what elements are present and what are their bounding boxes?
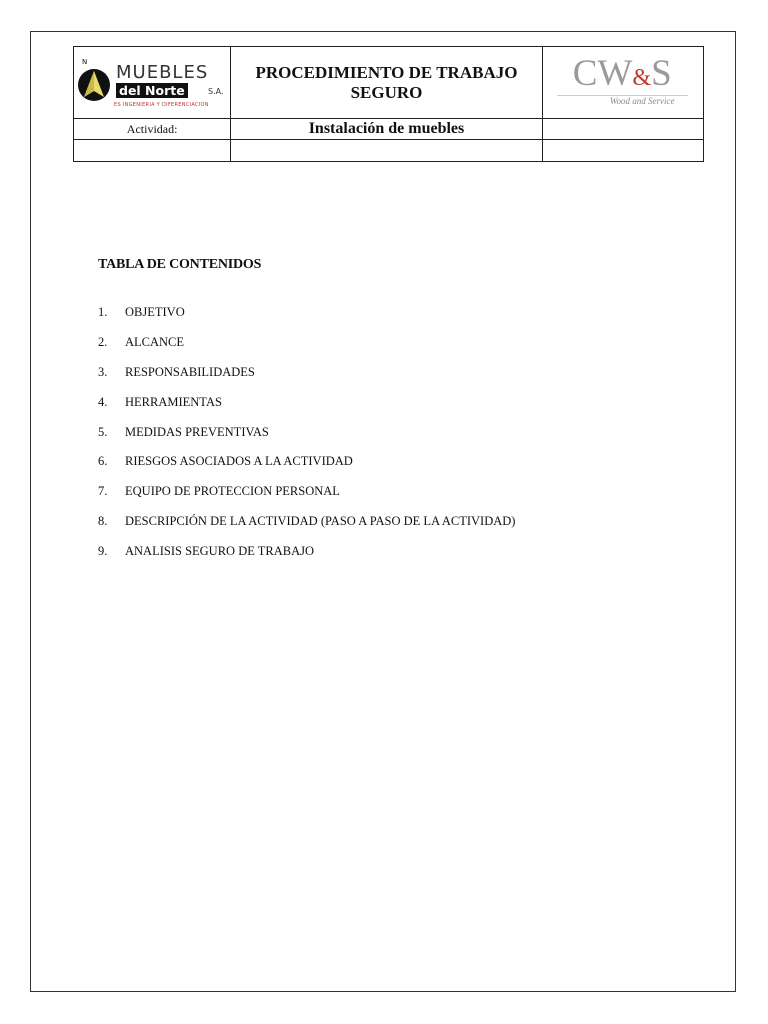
toc-item[interactable]	[98, 541, 515, 571]
toc-item[interactable]	[98, 302, 515, 332]
toc-item-label: ANALISIS SEGURO DE TRABAJO	[125, 544, 315, 559]
toc-item-number: 1.	[98, 305, 108, 319]
cws-brand-amp: &	[632, 64, 652, 91]
cws-subtitle: Wood and Service	[609, 95, 675, 106]
empty-cell	[231, 140, 542, 162]
table-of-contents	[98, 302, 515, 571]
toc-item-label: DESCRIPCIÓN DE LA ACTIVIDAD (PASO A PASO DE LA ACTIVIDAD)	[125, 514, 516, 529]
toc-item[interactable]	[98, 362, 515, 392]
toc-item-number: 8.	[98, 514, 108, 529]
toc-item[interactable]	[98, 451, 515, 481]
logo-tagline: ES INGENIERIA Y DIFERENCIACION	[114, 101, 209, 108]
logo-right-cell	[542, 47, 703, 119]
toc-item[interactable]	[98, 511, 515, 541]
document-title: PROCEDIMIENTO DE TRABAJO SEGURO	[231, 47, 542, 119]
toc-item-number: 5.	[98, 424, 108, 439]
logo-brand-top: MUEBLES	[116, 61, 209, 83]
document-header-table	[73, 46, 704, 162]
cws-brand	[543, 54, 702, 98]
toc-item-number: 9.	[98, 544, 108, 559]
toc-item[interactable]	[98, 422, 515, 452]
toc-item-label: RIESGOS ASOCIADOS A LA ACTIVIDAD	[125, 454, 353, 469]
toc-item-number: 3.	[98, 364, 108, 379]
empty-cell	[74, 140, 231, 162]
toc-item-number: 7.	[98, 484, 108, 499]
activity-extra-cell	[542, 119, 703, 140]
compass-emblem-icon	[76, 67, 112, 103]
toc-item-label: RESPONSABILIDADES	[125, 364, 255, 379]
logo-brand-bottom: del Norte	[116, 83, 188, 98]
logo-left-cell	[74, 47, 231, 119]
logo-mark: N	[82, 57, 88, 66]
logo-suffix: S.A.	[208, 86, 224, 96]
toc-item-label: ALCANCE	[125, 334, 185, 349]
toc-item-label: EQUIPO DE PROTECCION PERSONAL	[125, 484, 340, 499]
cws-brand-s: S	[651, 52, 672, 94]
empty-cell	[542, 140, 703, 162]
cws-logo	[543, 48, 702, 118]
activity-value: Instalación de muebles	[231, 119, 542, 140]
muebles-del-norte-logo	[74, 48, 229, 118]
activity-label: Actividad:	[74, 119, 231, 140]
toc-heading: TABLA DE CONTENIDOS	[98, 257, 262, 272]
toc-item-number: 4.	[98, 394, 108, 409]
toc-item-number: 6.	[98, 454, 108, 469]
toc-item-label: OBJETIVO	[125, 305, 185, 319]
toc-item[interactable]	[98, 481, 515, 511]
toc-item[interactable]	[98, 332, 515, 362]
toc-item-number: 2.	[98, 334, 108, 349]
toc-item-label: HERRAMIENTAS	[125, 394, 222, 409]
cws-brand-cw: CW	[572, 52, 633, 94]
toc-item[interactable]	[98, 392, 515, 422]
toc-item-label: MEDIDAS PREVENTIVAS	[125, 424, 269, 439]
